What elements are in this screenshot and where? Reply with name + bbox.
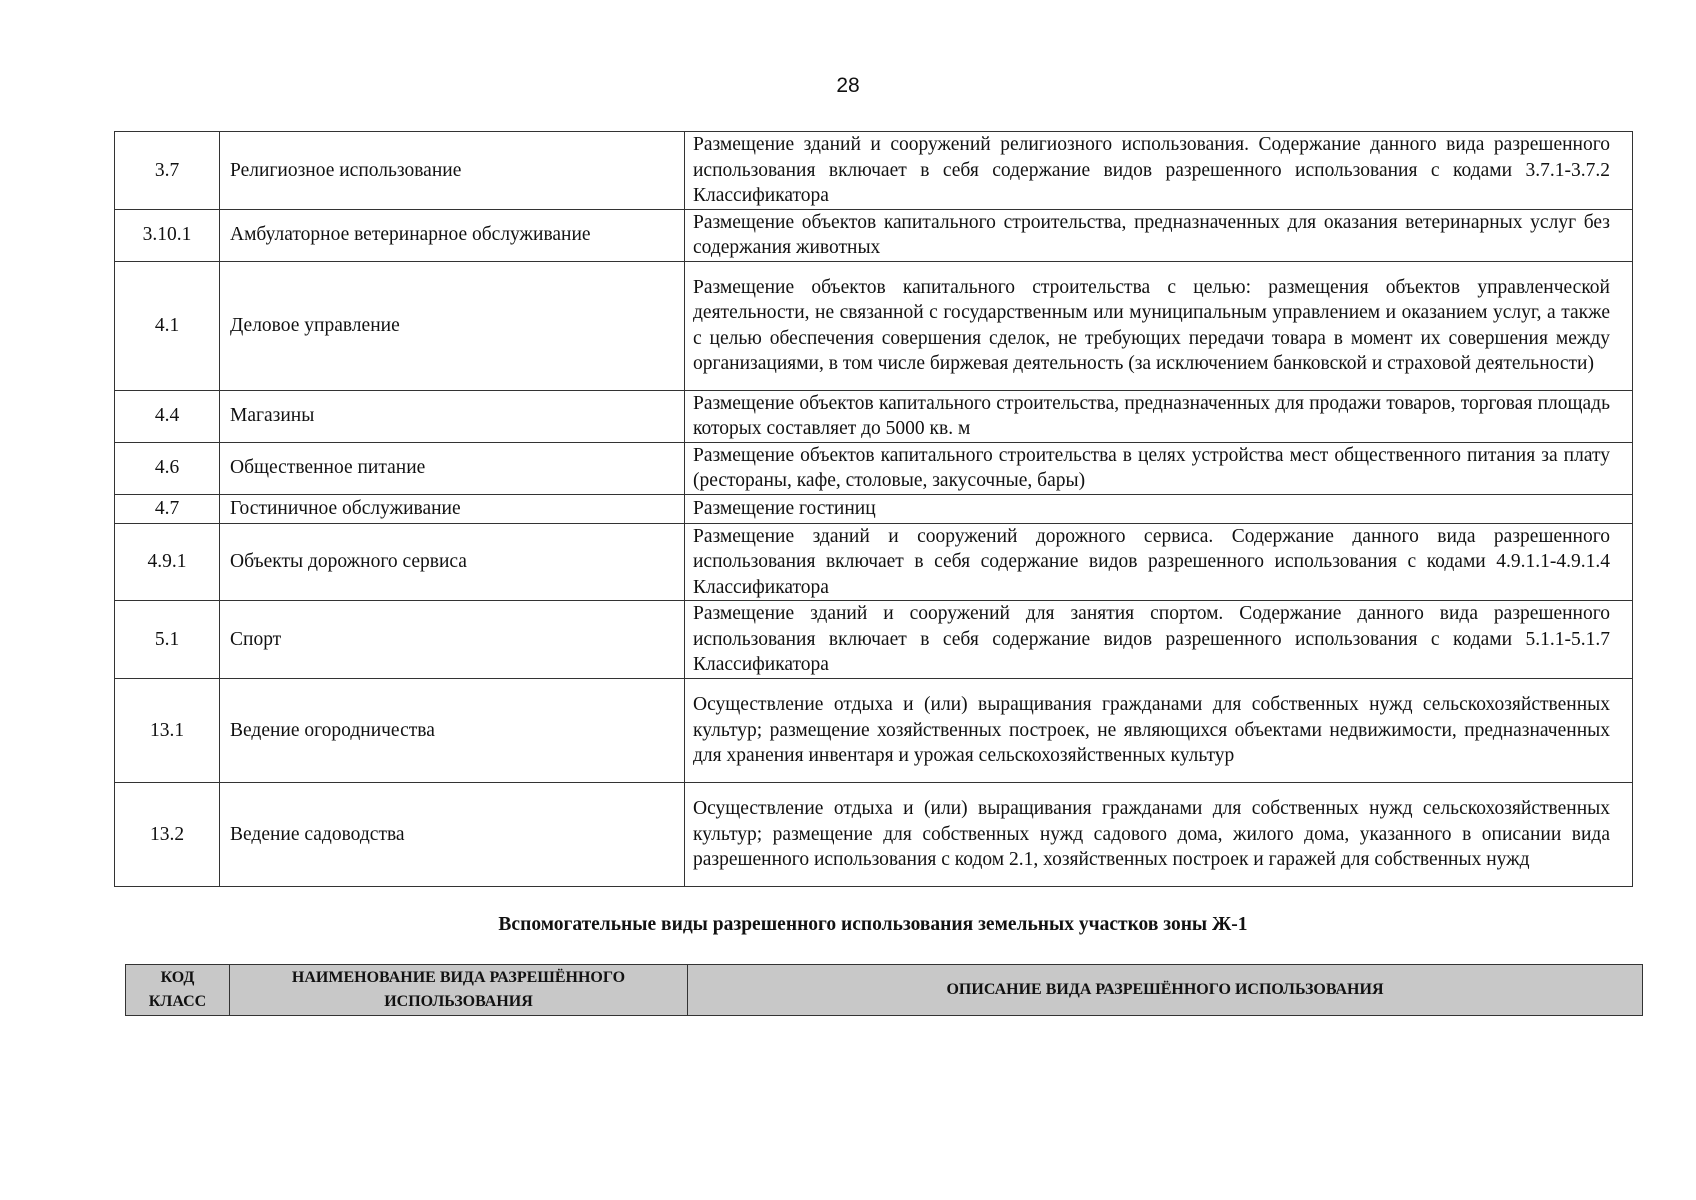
row-name: Гостиничное обслуживание: [220, 494, 685, 523]
permitted-use-table: [114, 131, 1633, 887]
row-name: Спорт: [220, 601, 685, 679]
row-code: 4.1: [115, 261, 220, 390]
row-name: Ведение садоводства: [220, 783, 685, 887]
row-description: Размещение зданий и сооружений религиозного использования. Содержание данного вида разрешенного использования включает в себя содержание видов разрешенного использования с кодами 3.7.1-3.7.2 Классификатора: [685, 132, 1633, 210]
auxiliary-uses-table-header: [125, 964, 1643, 1016]
header-use-description: ОПИСАНИЕ ВИДА РАЗРЕШЁННОГО ИСПОЛЬЗОВАНИЯ: [688, 965, 1643, 1016]
section-heading: Вспомогательные виды разрешенного использования земельных участков зоны Ж-1: [498, 914, 1248, 935]
table-row: [115, 494, 1633, 523]
row-code: 4.9.1: [115, 523, 220, 601]
header-code-line2: КЛАСС: [148, 993, 207, 1010]
row-description: Размещение зданий и сооружений для занятия спортом. Содержание данного вида разрешенного использования включает в себя содержание видов разрешенного использования с кодами 5.1.1-5.1.7 Классификатора: [685, 601, 1633, 679]
header-name-line1: НАИМЕНОВАНИЕ ВИДА РАЗРЕШЁННОГО: [291, 969, 626, 986]
row-code: 5.1: [115, 601, 220, 679]
row-description: Размещение объектов капитального строительства с целью: размещения объектов управленческой деятельности, не связанной с государственным или муниципальным управлением и оказанием услуг, а также с целью обеспечения совершения сделок, не требующих передачи товара в момент их совершения между организациями, в том числе биржевая деятельность (за исключением банковской и страховой деятельности): [685, 261, 1633, 390]
row-code: 3.10.1: [115, 209, 220, 261]
row-code: 4.7: [115, 494, 220, 523]
row-name: Магазины: [220, 390, 685, 442]
header-name-line2: ИСПОЛЬЗОВАНИЯ: [384, 993, 533, 1010]
row-name: Ведение огородничества: [220, 679, 685, 783]
row-description: Размещение объектов капитального строительства, предназначенных для оказания ветеринарных услуг без содержания животных: [685, 209, 1633, 261]
row-description: Осуществление отдыха и (или) выращивания гражданами для собственных нужд сельскохозяйственных культур; размещение хозяйственных построек, не являющихся объектами недвижимости, предназначенных для хранения инвентаря и урожая сельскохозяйственных культур: [685, 679, 1633, 783]
row-name: Деловое управление: [220, 261, 685, 390]
row-name: Объекты дорожного сервиса: [220, 523, 685, 601]
table-row: [115, 442, 1633, 494]
row-code: 13.1: [115, 679, 220, 783]
row-name: Общественное питание: [220, 442, 685, 494]
table-row: [115, 209, 1633, 261]
table-row: [115, 523, 1633, 601]
table-row: [115, 390, 1633, 442]
table-row: [115, 261, 1633, 390]
table-row: [115, 679, 1633, 783]
header-code-line1: КОД: [160, 969, 195, 986]
row-code: 13.2: [115, 783, 220, 887]
row-description: Размещение объектов капитального строительства, предназначенных для продажи товаров, торговая площадь которых составляет до 5000 кв. м: [685, 390, 1633, 442]
header-use-name: [230, 965, 688, 1016]
table-row: [115, 601, 1633, 679]
row-code: 4.4: [115, 390, 220, 442]
header-code-class: [126, 965, 230, 1016]
row-name: Религиозное использование: [220, 132, 685, 210]
row-name: Амбулаторное ветеринарное обслуживание: [220, 209, 685, 261]
page-number: 28: [836, 74, 860, 97]
row-description: Осуществление отдыха и (или) выращивания гражданами для собственных нужд сельскохозяйственных культур; размещение для собственных нужд садового дома, жилого дома, указанного в описании вида разрешенного использования с кодом 2.1, хозяйственных построек и гаражей для собственных нужд: [685, 783, 1633, 887]
row-description: Размещение гостиниц: [685, 494, 1633, 523]
row-description: Размещение зданий и сооружений дорожного сервиса. Содержание данного вида разрешенного использования включает в себя содержание видов разрешенного использования с кодами 4.9.1.1-4.9.1.4 Классификатора: [685, 523, 1633, 601]
row-code: 4.6: [115, 442, 220, 494]
header-row: [126, 965, 1643, 1016]
table-row: [115, 783, 1633, 887]
table-row: [115, 132, 1633, 210]
row-description: Размещение объектов капитального строительства в целях устройства мест общественного питания за плату (рестораны, кафе, столовые, закусочные, бары): [685, 442, 1633, 494]
row-code: 3.7: [115, 132, 220, 210]
